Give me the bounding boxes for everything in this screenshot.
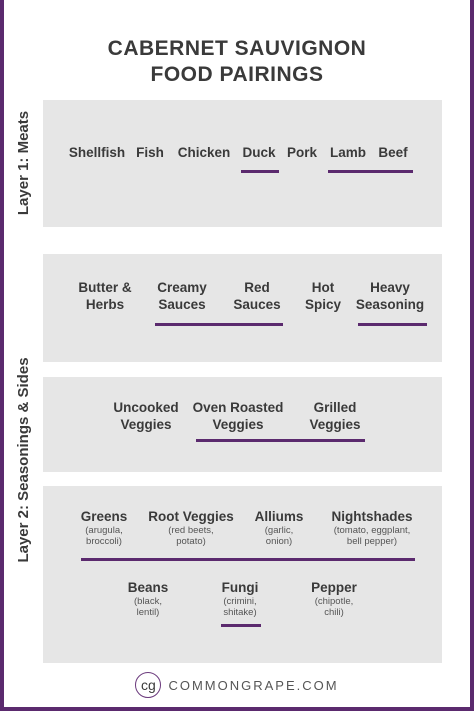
- seasoning-creamy-sauces: Creamy Sauces: [157, 280, 207, 312]
- side-root-veggies: Root Veggies (red beets, potato): [148, 509, 234, 547]
- underline-lamb-beef: [328, 170, 413, 173]
- seasoning-red-sauces: Red Sauces: [233, 280, 281, 312]
- meat-shellfish: Shellfish: [68, 145, 126, 160]
- side-pepper: Pepper (chipotle, chili): [311, 580, 357, 618]
- underline-heavy: [358, 323, 427, 326]
- side-fungi: Fungi (crimini, shitake): [221, 580, 259, 618]
- sides-panel: [43, 486, 442, 663]
- veggie-grilled: Grilled Veggies: [309, 400, 361, 432]
- meat-duck: Duck: [242, 145, 276, 160]
- underline-row1-all: [81, 558, 415, 561]
- meat-pork: Pork: [286, 145, 318, 160]
- meat-beef: Beef: [378, 145, 408, 160]
- underline-creamy-red: [155, 323, 283, 326]
- seasoning-butter-herbs: Butter & Herbs: [78, 280, 132, 312]
- layer-1-label: Layer 1: Meats: [15, 110, 32, 216]
- side-nightshades: Nightshades (tomato, eggplant, bell pepper): [331, 509, 413, 547]
- layer-2-label: Layer 2: Seasonings & Sides: [15, 357, 32, 563]
- side-alliums: Alliums (garlic, onion): [254, 509, 304, 547]
- veggie-oven-roasted: Oven Roasted Veggies: [192, 400, 284, 432]
- site-url: COMMONGRAPE.COM: [168, 677, 339, 693]
- seasoning-heavy: Heavy Seasoning: [355, 280, 425, 312]
- meat-lamb: Lamb: [329, 145, 367, 160]
- veggie-prep-panel: [43, 377, 442, 472]
- title-line-2: FOOD PAIRINGS: [150, 63, 324, 86]
- underline-duck: [241, 170, 279, 173]
- meats-panel: [43, 100, 442, 227]
- side-greens: Greens (arugula, broccoli): [80, 509, 128, 547]
- meat-fish: Fish: [136, 145, 164, 160]
- title-line-1: CABERNET SAUVIGNON: [107, 37, 367, 60]
- footer: [0, 668, 474, 702]
- seasoning-hot-spicy: Hot Spicy: [304, 280, 342, 312]
- commongrape-logo: cg: [135, 672, 161, 698]
- page-title: [0, 36, 474, 88]
- underline-fungi: [221, 624, 261, 627]
- side-beans: Beans (black, lentil): [127, 580, 169, 618]
- meat-chicken: Chicken: [177, 145, 231, 160]
- seasonings-panel: [43, 254, 442, 362]
- veggie-uncooked: Uncooked Veggies: [113, 400, 179, 432]
- underline-roasted-grilled: [196, 439, 365, 442]
